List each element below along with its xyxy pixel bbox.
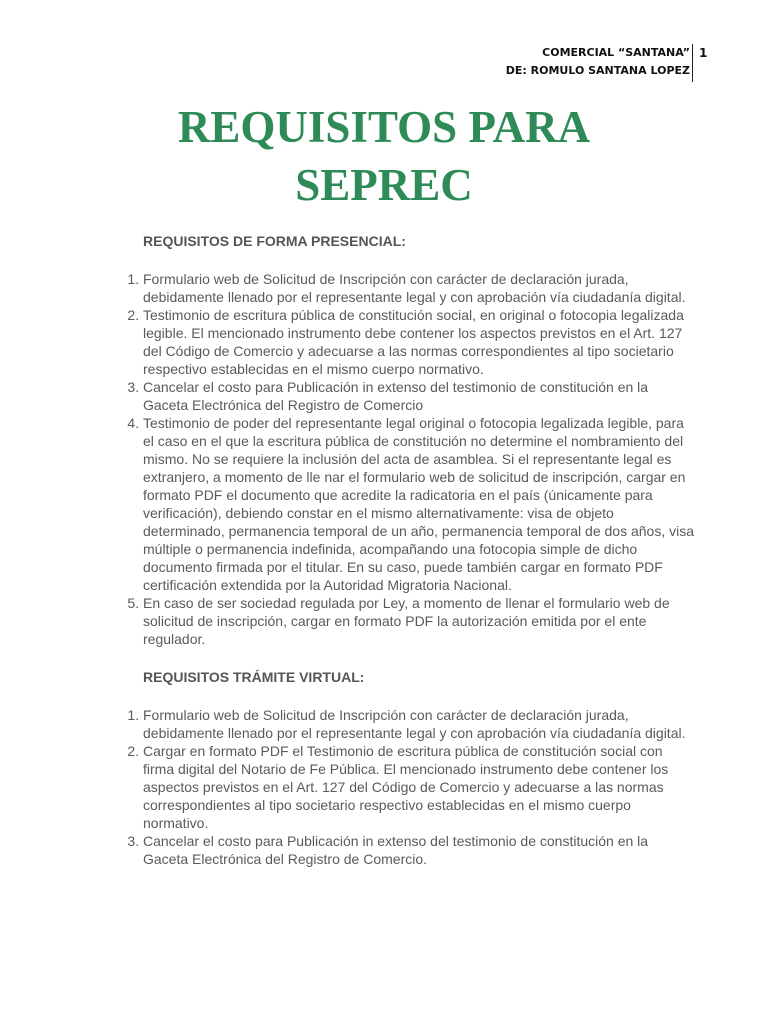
- list-item: 3. Cancelar el costo para Publicación in extenso del testimonio de constitución en la Gaceta Electrónica del Registro de Comercio.: [143, 832, 694, 868]
- document-body: [0, 232, 768, 868]
- list-item: 1. Formulario web de Solicitud de Inscripción con carácter de declaración jurada, debidamente llenado por el representante legal y con aprobación vía ciudadanía digital.: [143, 706, 694, 742]
- list-item: 2. Cargar en formato PDF el Testimonio de escritura pública de constitución social con firma digital del Notario de Fe Pública. El mencionado instrumento debe contener los aspectos previstos en el Art. 127 del Código de Comercio y adecuarse a las normas correspondientes al tipo societario respectivo establecidas en el mismo cuerpo normativo.: [143, 742, 694, 832]
- list-item: 2. Testimonio de escritura pública de constitución social, en original o fotocopia legalizada legible. El mencionado instrumento debe contener los aspectos previstos en el Art. 127 del Código de Comercio y adecuarse a las normas correspondientes al tipo societario respectivo establecidas en el mismo cuerpo normativo.: [143, 306, 694, 378]
- list-item: 1. Formulario web de Solicitud de Inscripción con carácter de declaración jurada, debidamente llenado por el representante legal y con aprobación vía ciudadanía digital.: [143, 270, 694, 306]
- page-header: [506, 44, 690, 80]
- requirements-list: [0, 706, 768, 868]
- list-item: 5. En caso de ser sociedad regulada por Ley, a momento de llenar el formulario web de solicitud de inscripción, cargar en formato PDF la autorización emitida por el ente regulador.: [143, 594, 694, 648]
- document-title: [0, 98, 768, 214]
- section-heading: REQUISITOS TRÁMITE VIRTUAL:: [143, 669, 365, 685]
- header-company: COMERCIAL “SANTANA”: [542, 46, 690, 59]
- page-number: 1: [699, 46, 708, 60]
- list-item: 3. Cancelar el costo para Publicación in extenso del testimonio de constitución en la Gaceta Electrónica del Registro de Comercio: [143, 378, 694, 414]
- title-line-2: SEPREC: [295, 160, 473, 210]
- header-author: DE: ROMULO SANTANA LOPEZ: [505, 64, 690, 77]
- section-presencial: [0, 232, 768, 648]
- requirements-list: [0, 270, 768, 648]
- section-heading: REQUISITOS DE FORMA PRESENCIAL:: [143, 233, 406, 249]
- title-line-1: REQUISITOS PARA: [177, 102, 591, 152]
- header-divider: [692, 44, 693, 82]
- list-item: 4. Testimonio de poder del representante legal original o fotocopia legalizada legible, para el caso en el que la escritura pública de constitución no determine el nombramiento del mismo. No se requiere la inclusión del acta de asamblea. Si el representante legal es extranjero, a momento de lle nar el formulario web de solicitud de inscripción, cargar en formato PDF el documento que acredite la radicatoria en el país (únicamente para verificación), debiendo constar en el mismo alternativamente: visa de objeto determinado, permanencia temporal de un año, permanencia temporal de dos años, visa múltiple o permanencia indefinida, acompañando una fotocopia simple de dicho documento firmada por el titular. En su caso, puede también cargar en formato PDF certificación extendida por la Autoridad Migratoria Nacional.: [143, 414, 694, 594]
- section-virtual: [0, 668, 768, 868]
